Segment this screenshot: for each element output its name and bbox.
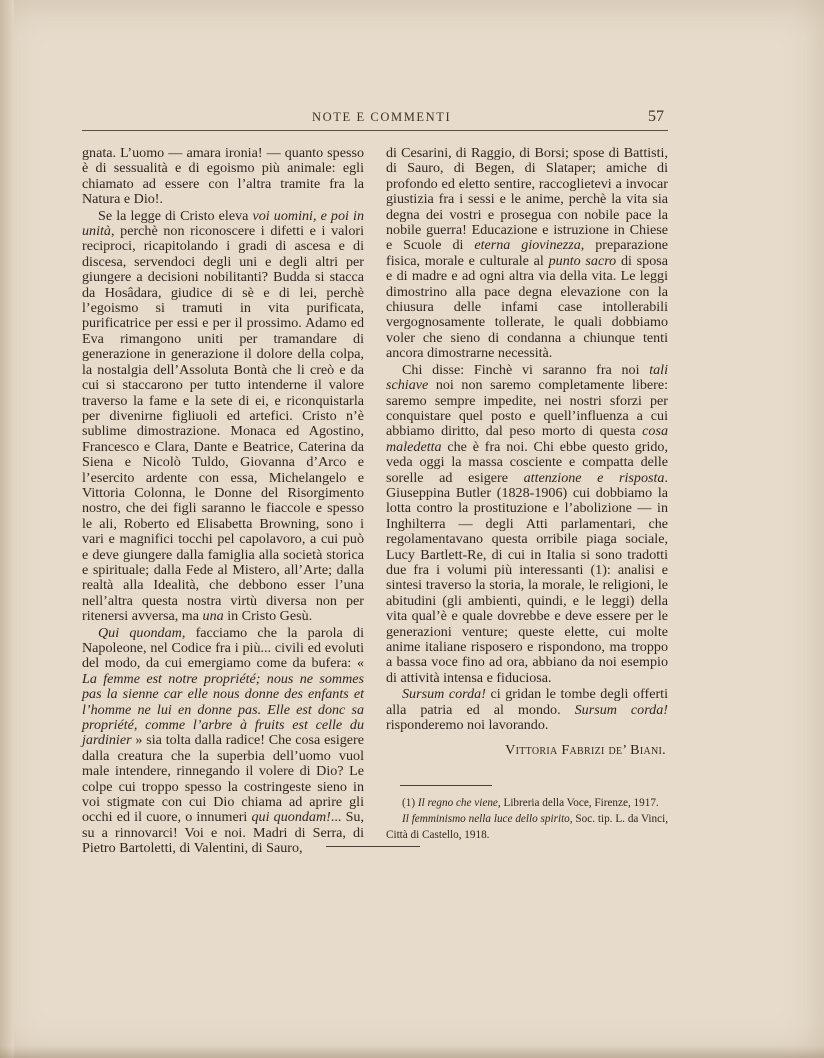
running-title: NOTE E COMMENTI: [312, 110, 452, 124]
author-signature: Vittoria Fabrizi de’ Biani.: [505, 742, 666, 759]
paragraph: Chi disse: Finchè vi saranno fra noi tali schiave noi non saremo completamente libere: saremo sempre impedite, nei nostri sforzi per conquistare quel posto e quell’influenza a cui abbiamo diritto, dal peso morto di questa cosa maledetta che è fra noi. Chi ebbe questo grido, veda oggi la massa cosciente e compatta delle sorelle ad esigere attenzione e risposta. Giuseppina Butler (1828-1906) cui dobbiamo la lotta contro la prostituzione e l’abolizione — in Inghilterra — degli Atti parlamentari, che regolamentavano questa orribile piaga sociale, Lucy Bartlett-Re, di cui in Italia si sono tradotti due fra i volumi più interessanti (1): analisi e sintesi traverso la storia, la morale, le religioni, le abitudini (gli ambienti, quindi, e le leggi) della vita qual’è e quale dovrebbe e deve essere per le generazioni venture; queste elette, cui molte anime italiane risposero e rispondono, ma troppo a bassa voce fino ad ora, abbiano da noi esempio di attività intensa e fiduciosa.: [386, 361, 668, 686]
paragraph: Sursum corda! ci gridan le tombe degli offerti alla patria ed al mondo. Sursum corda! risponderemo noi lavorando.: [386, 686, 668, 734]
paragraph: di Cesarini, di Raggio, di Borsi; spose di Battisti, di Sauro, di Begen, di Slataper; amiche di profondo ed eletto sentire, raccoglietevi a invocar giustizia fra i sessi e le anime, perchè la vita sia degna dei vostri e prosegua con nobile pace la nobile guerra! Educazione e istruzione in Chiese e Scuole di eterna giovinezza, preparazione fisica, morale e culturale al punto sacro di sposa e di madre e ad ogni altra via della vita. Le leggi dimostrino alla pace degna elevazione con la chiusura delle infami case intollerabili vergognosamente tollerate, le quali dobbiamo voler che sieno di condanna a chiunque tenti ancora dimostrarne necessità.: [386, 145, 668, 362]
paragraph: Se la legge di Cristo eleva voi uomini, e poi in unità, perchè non riconoscere i difetti e i valori reciproci, ricapitolando i gradi di ascesa e di discesa, servendoci degli uni e degli altri per giungere a decisioni nobilitanti? Budda si stacca da Hosâdara, giudice di sè e di lei, perchè l’egoismo si tramuti in vita purificata, purificatrice per essi e per il prossimo. Adamo ed Eva rimangono uniti per tramandare di generazione in generazione il dolore della colpa, la nostalgia dell’Assoluta Bontà che li creò e da cui si staccarono per tutto intenderne il valore traverso la fame e la sete di ei, e riconquistarla per divenirne figliuoli ed artefici. Cristo n’è sublime dimostrazione. Monaca ed Agostino, Francesco e Clara, Dante e Beatrice, Caterina da Siena e Nicolò Tuldo, Giovanna d’Arco e l’esercito ardente con essa, Michelangelo e Vittoria Colonna, le Donne del Risorgimento nostro, che dei figli saranno le fiaccole e spesso le ali, Roberto ed Elisabetta Browning, sono i vari e magnifici tocchi pel capolavoro, a cui può e deve giungere dalla famiglia alla società storica e spirituale; dalla Fede al Mistero, all’Arte; dalla realtà alla Idealità, che debbono esser l’una nell’altra questa nostra virtù diversa non per ritenersi avversa, ma una in Cristo Gesù.: [82, 207, 364, 625]
end-rule: [326, 846, 420, 847]
paragraph: gnata. L’uomo — amara ironia! — quanto spesso è di sessualità e di egoismo più animale: egli chiamato ad essere con l’altra tramite fra la Natura e Dio!.: [82, 145, 364, 208]
footnote: (1) Il regno che viene, Libreria della Voce, Firenze, 1917.: [402, 796, 659, 809]
page-number: 57: [648, 108, 664, 125]
header-rule: [82, 130, 668, 131]
left-column: [82, 146, 364, 857]
right-column: [386, 146, 668, 843]
footnote: Il femminismo nella luce dello spirito, Soc. tip. L. da Vinci, Città di Castello, 1918.: [386, 813, 669, 841]
footnote-rule: [400, 785, 492, 786]
page-header: [82, 108, 668, 132]
paragraph: Qui quondam, facciamo che la parola di Napoleone, nel Codice fra i più... civili ed evoluti del modo, da cui emergiamo come da bufera: « La femme est notre propriété; nous ne sommes pas la sienne car elle nous donne des enfants et l’homme ne lui en donne pas. Elle est donc sa propriété, comme l’arbre à fruits est celle du jardinier » sia tolta dalla radice! Che cosa esigere dalla creatura che la superbia dell’uomo vuol male intendere, rinnegando il volere di Dio? Le colpe cui troppo spesso la costringeste sieno in voi stigmate con cui Dio chiama ad aprire gli occhi ed il cuore, o innumeri qui quondam!... Su, su a rinnovarci! Voi e noi. Madri di Serra, di Pietro Bartoletti, di Valentini, di Sauro,: [82, 624, 364, 857]
